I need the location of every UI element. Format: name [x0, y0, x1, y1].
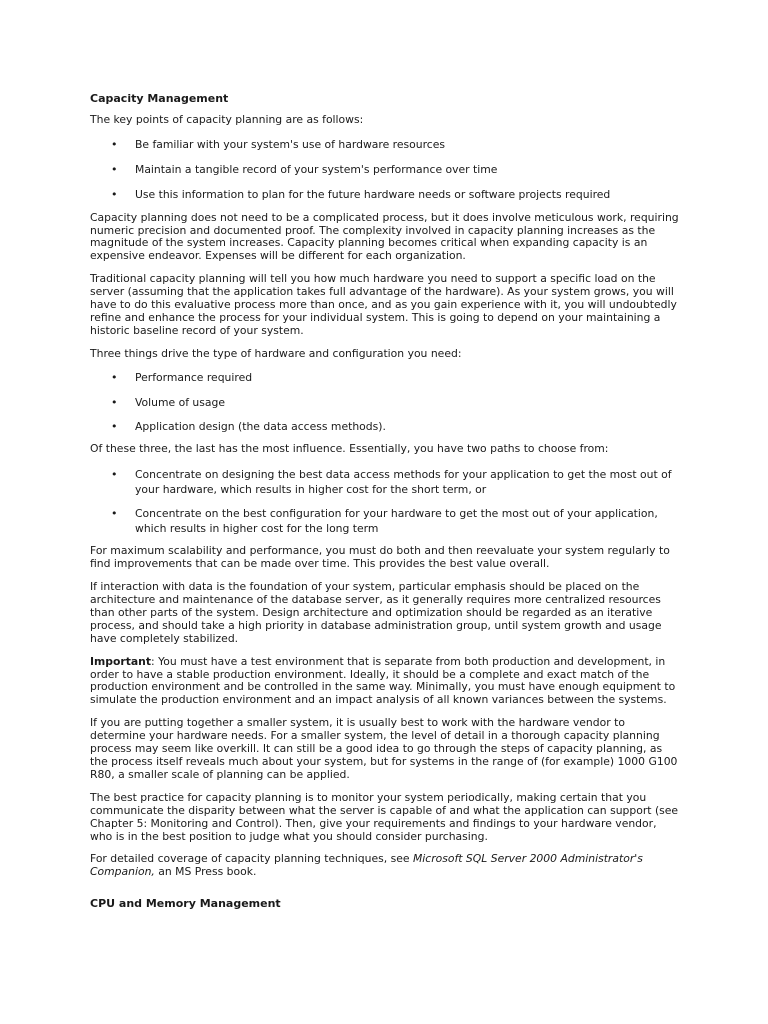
- list-item: • Performance required: [90, 372, 682, 385]
- list-item: • Concentrate on the best configuration for your hardware to get the most out of your application, which results in higher cost for the long term: [90, 506, 682, 536]
- intro-paragraph: The key points of capacity planning are as follows:: [90, 113, 364, 126]
- body-paragraph: Capacity planning does not need to be a complicated process, but it does involve meticulous work, requiring numeric precision and documented proof. The complexity involved in capacity planning increases as the magnitude of the system increases. Capacity planning becomes critical when expanding capacity is an expensive endeavor. Expenses will be different for each organization.: [90, 210, 679, 263]
- body-paragraph: The best practice for capacity planning is to monitor your system periodically, making certain that you communicate the disparity between what the server is capable of and what the application can support (see Chapter 5: Monitoring and Control). Then, give your requirements and findings to your hardware vendor, who is in the best position to judge what you should consider purchasing.: [90, 790, 679, 843]
- list-item: • Use this information to plan for the future hardware needs or software projects required: [90, 189, 682, 202]
- important-label: Important: [90, 654, 152, 668]
- list-item: • Application design (the data access methods).: [90, 421, 682, 434]
- document-page: [90, 92, 682, 911]
- body-paragraph: Three things drive the type of hardware and configuration you need:: [90, 346, 462, 360]
- section-heading-capacity: Capacity Management: [90, 92, 229, 105]
- body-paragraph: Of these three, the last has the most influence. Essentially, you have two paths to choose from:: [90, 442, 609, 456]
- reference-prefix: For detailed coverage of capacity planning techniques, see: [90, 852, 413, 866]
- body-paragraph: For maximum scalability and performance, you must do both and then reevaluate your system regularly to find improvements that can be made over time. This provides the best value overall.: [90, 544, 670, 571]
- body-paragraph: Traditional capacity planning will tell you how much hardware you need to support a specific load on the server (assuming that the application takes full advantage of the hardware). As your system grows, you will have to do this evaluative process more than once, and as you gain experience with it, you will undoubtedly refine and enhance the process for your individual system. This is going to depend on your maintaining a historic baseline record of your system.: [90, 272, 677, 337]
- body-paragraph: If you are putting together a smaller system, it is usually best to work with the hardware vendor to determine your hardware needs. For a smaller system, the level of detail in a thorough capacity planning process may seem like overkill. It can still be a good idea to go through the steps of capacity planning, as the process itself reveals much about your system, but for systems in the range of (for example) 1000 G100 R80, a smaller scale of planning can be applied.: [90, 716, 678, 781]
- reference-suffix: an MS Press book.: [154, 865, 257, 879]
- drivers-list: [90, 372, 682, 434]
- list-item: • Maintain a tangible record of your system's performance over time: [90, 164, 682, 177]
- list-item: • Concentrate on designing the best data access methods for your application to get the most out of your hardware, which results in higher cost for the short term, or: [90, 467, 682, 497]
- list-item: • Be familiar with your system's use of hardware resources: [90, 139, 682, 152]
- book-title: Microsoft SQL Server 2000 Administrator's Companion,: [90, 852, 643, 879]
- important-text: : You must have a test environment that is separate from both production and development, in order to have a stable production environment. Ideally, it should be a complete and exact match of the production environment and be controlled in the same way. Minimally, you must have enough equipment to simulate the production environment and an impact analysis of all known variances between the systems.: [90, 654, 676, 707]
- reference-paragraph: [90, 853, 682, 879]
- body-paragraph: If interaction with data is the foundation of your system, particular emphasis should be placed on the architecture and maintenance of the database server, as it generally requires more centralized resources than other parts of the system. Design architecture and optimization should be regarded as an iterative process, and should take a high priority in database administration group, until system growth and usage have completely stabilized.: [90, 580, 662, 645]
- key-points-list: [90, 139, 682, 202]
- paths-list: [90, 467, 682, 536]
- important-note: [90, 656, 682, 708]
- list-item: • Volume of usage: [90, 397, 682, 410]
- section-heading-cpu-memory: CPU and Memory Management: [90, 897, 281, 911]
